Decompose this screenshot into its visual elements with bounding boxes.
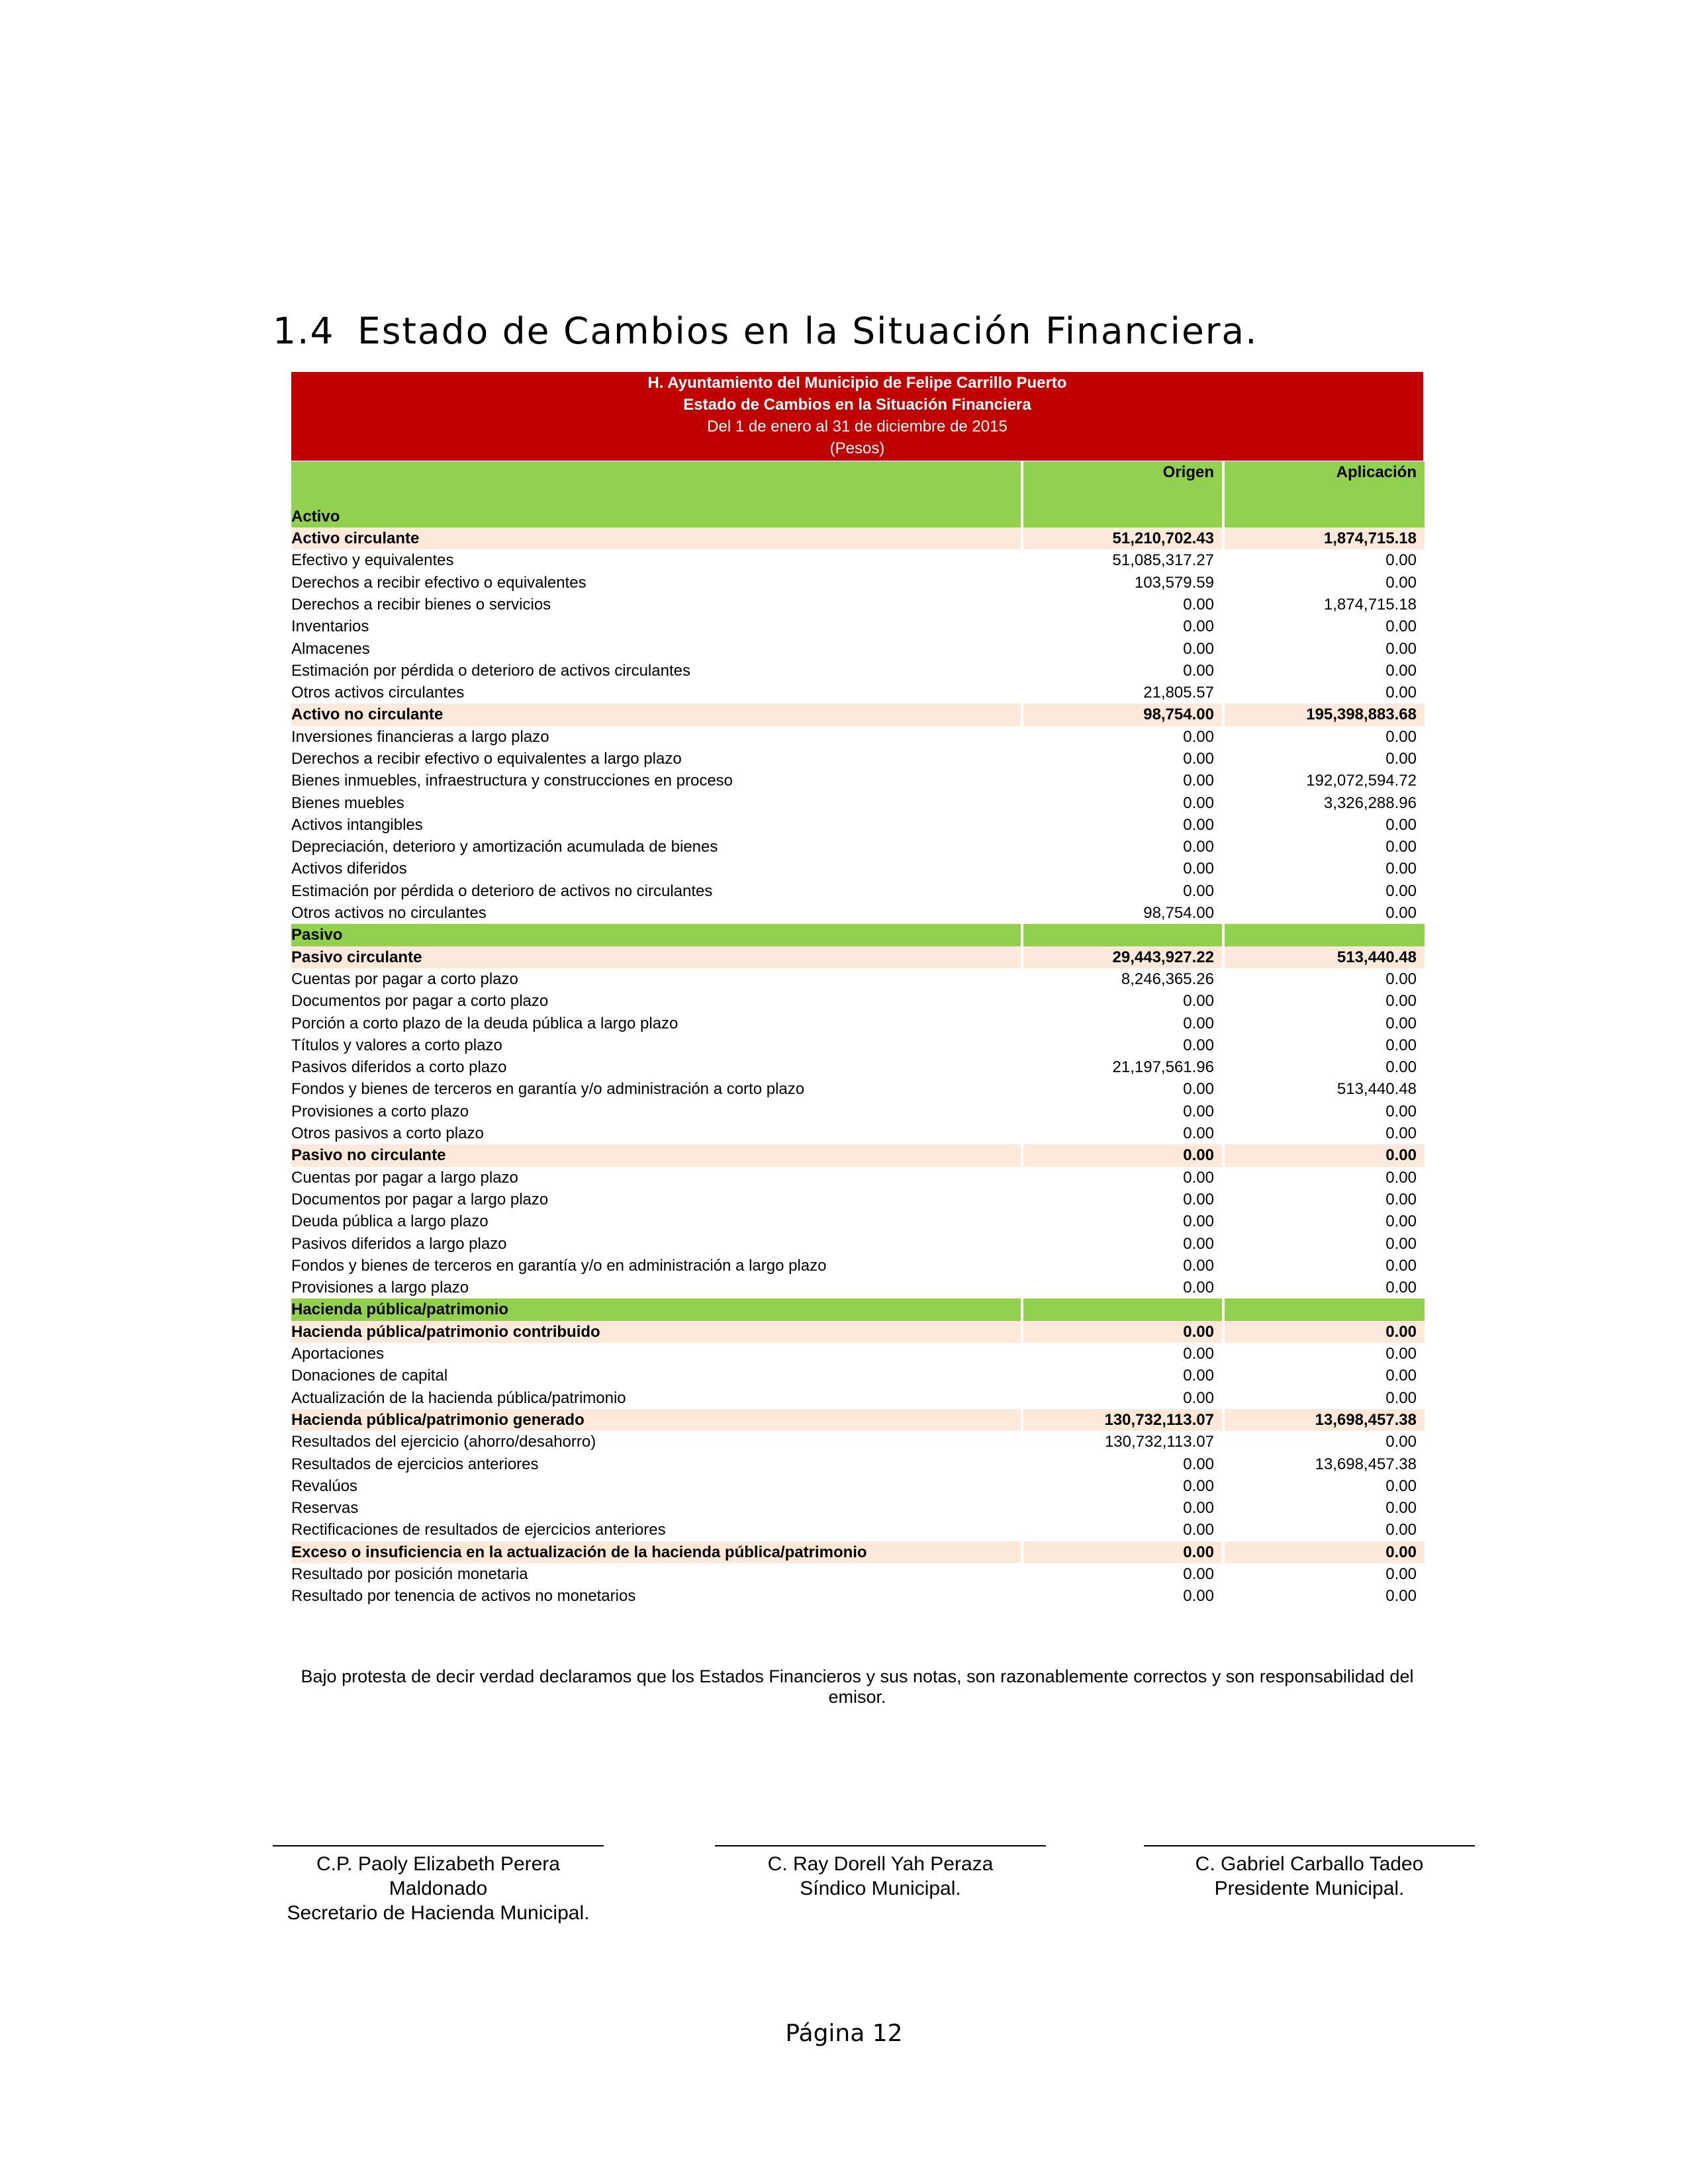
subtotal-row xyxy=(291,1144,1425,1166)
report-title: Estado de Cambios en la Situación Financiera xyxy=(683,396,1031,414)
table-row xyxy=(291,594,1425,615)
row-aplicacion: 0.00 xyxy=(1223,990,1425,1012)
signer-role: Presidente Municipal. xyxy=(1214,1878,1405,1899)
table-row xyxy=(291,726,1425,748)
row-label: Activo no circulante xyxy=(291,704,1022,725)
row-origen: 0.00 xyxy=(1022,1343,1223,1365)
section-heading xyxy=(273,310,1258,352)
row-label: Hacienda pública/patrimonio xyxy=(291,1298,1022,1320)
row-label: Documentos por pagar a largo plazo xyxy=(291,1190,549,1208)
row-origen: 0.00 xyxy=(1022,1078,1223,1100)
table-row xyxy=(291,880,1425,902)
row-origen: 98,754.00 xyxy=(1022,704,1223,725)
row-origen: 0.00 xyxy=(1022,814,1223,836)
row-origen: 0.00 xyxy=(1022,1255,1223,1277)
row-aplicacion: 3,326,288.96 xyxy=(1223,792,1425,813)
table-row xyxy=(291,1232,1425,1254)
row-label: Resultado por posición monetaria xyxy=(291,1565,528,1583)
signature-line xyxy=(273,1845,604,1846)
table-row xyxy=(291,682,1425,704)
signature-block-hacienda xyxy=(273,1845,604,1925)
row-origen: 0.00 xyxy=(1022,858,1223,880)
row-origen: 0.00 xyxy=(1022,1012,1223,1034)
row-label: Pasivo xyxy=(291,924,1022,946)
row-aplicacion: 13,698,457.38 xyxy=(1223,1453,1425,1475)
table-row xyxy=(291,1034,1425,1056)
row-label: Almacenes xyxy=(291,639,370,658)
row-aplicacion: 0.00 xyxy=(1223,1189,1425,1210)
row-label: Donaciones de capital xyxy=(291,1367,448,1385)
row-label: Provisiones a corto plazo xyxy=(291,1102,469,1120)
page-number: Página 12 xyxy=(785,2020,903,2047)
table-row xyxy=(291,660,1425,682)
row-label: Provisiones a largo plazo xyxy=(291,1279,469,1297)
row-origen: 21,197,561.96 xyxy=(1022,1056,1223,1078)
table-row xyxy=(291,1475,1425,1497)
row-origen: 29,443,927.22 xyxy=(1022,946,1223,968)
row-origen: 0.00 xyxy=(1022,1365,1223,1387)
row-origen: 0.00 xyxy=(1022,770,1223,792)
row-origen: 0.00 xyxy=(1022,1101,1223,1122)
row-aplicacion: 13,698,457.38 xyxy=(1223,1409,1425,1431)
row-origen: 130,732,113.07 xyxy=(1022,1431,1223,1453)
row-origen: 98,754.00 xyxy=(1022,902,1223,924)
row-aplicacion: 0.00 xyxy=(1223,1387,1425,1408)
row-label: Aportaciones xyxy=(291,1345,385,1363)
signer-role: Síndico Municipal. xyxy=(800,1878,961,1899)
row-label: Pasivo circulante xyxy=(291,946,1022,968)
subtotal-row xyxy=(291,704,1425,725)
signer-name: C. Gabriel Carballo Tadeo xyxy=(1195,1853,1424,1875)
row-origen: 0.00 xyxy=(1022,726,1223,748)
column-header-origen: Origen xyxy=(1022,461,1223,483)
row-label: Otros activos no circulantes xyxy=(291,904,487,923)
row-label: Porción a corto plazo de la deuda pública a largo plazo xyxy=(291,1014,679,1032)
table-row xyxy=(291,1056,1425,1078)
row-label: Resultados del ejercicio (ahorro/desahorro) xyxy=(291,1433,596,1451)
row-origen: 0.00 xyxy=(1022,1167,1223,1189)
row-aplicacion: 0.00 xyxy=(1223,858,1425,880)
row-label: Derechos a recibir bienes o servicios xyxy=(291,595,551,614)
row-aplicacion: 0.00 xyxy=(1223,1431,1425,1453)
row-aplicacion: 192,072,594.72 xyxy=(1223,770,1425,792)
row-label: Depreciación, deterioro y amortización acumulada de bienes xyxy=(291,838,718,856)
row-origen: 0.00 xyxy=(1022,660,1223,682)
row-label: Documentos por pagar a corto plazo xyxy=(291,992,549,1011)
row-aplicacion: 0.00 xyxy=(1223,902,1425,924)
row-aplicacion: 0.00 xyxy=(1223,1343,1425,1365)
row-aplicacion: 0.00 xyxy=(1223,1122,1425,1144)
row-aplicacion: 0.00 xyxy=(1223,637,1425,659)
section-row xyxy=(291,1298,1425,1320)
row-label: Resultados de ejercicios anteriores xyxy=(291,1455,539,1473)
table-row xyxy=(291,1012,1425,1034)
row-origen: 51,085,317.27 xyxy=(1022,549,1223,571)
subtotal-row xyxy=(291,946,1425,968)
row-aplicacion: 0.00 xyxy=(1223,726,1425,748)
row-label: Fondos y bienes de terceros en garantía y/o en administración a largo plazo xyxy=(291,1256,827,1275)
table-row xyxy=(291,1101,1425,1122)
table-row xyxy=(291,1167,1425,1189)
row-label: Derechos a recibir efectivo o equivalentes a largo plazo xyxy=(291,750,682,768)
row-label: Estimación por pérdida o deterioro de activos no circulantes xyxy=(291,882,713,900)
table-row xyxy=(291,571,1425,593)
row-aplicacion: 0.00 xyxy=(1223,1277,1425,1298)
row-origen: 0.00 xyxy=(1022,615,1223,637)
row-aplicacion: 0.00 xyxy=(1223,549,1425,571)
row-origen: 0.00 xyxy=(1022,1232,1223,1254)
row-origen: 0.00 xyxy=(1022,792,1223,813)
row-label: Deuda pública a largo plazo xyxy=(291,1212,489,1231)
row-aplicacion: 0.00 xyxy=(1223,1210,1425,1232)
table-row xyxy=(291,1210,1425,1232)
row-label: Hacienda pública/patrimonio contribuido xyxy=(291,1321,1022,1343)
signer-role: Secretario de Hacienda Municipal. xyxy=(287,1902,590,1924)
row-label: Bienes muebles xyxy=(291,794,404,812)
table-row xyxy=(291,1255,1425,1277)
row-origen: 0.00 xyxy=(1022,1144,1223,1166)
table-row xyxy=(291,1453,1425,1475)
row-origen: 8,246,365.26 xyxy=(1022,968,1223,990)
spacer-cell xyxy=(1223,483,1425,505)
row-origen: 0.00 xyxy=(1022,1585,1223,1607)
table-row xyxy=(291,1519,1425,1541)
table-row xyxy=(291,1431,1425,1453)
report-units: (Pesos) xyxy=(829,439,885,457)
row-origen xyxy=(1022,506,1223,527)
spacer-cell xyxy=(291,483,1022,505)
row-origen: 0.00 xyxy=(1022,1210,1223,1232)
row-aplicacion: 0.00 xyxy=(1223,571,1425,593)
table-row xyxy=(291,1343,1425,1365)
row-aplicacion xyxy=(1223,506,1425,527)
row-label: Pasivos diferidos a largo plazo xyxy=(291,1234,507,1253)
row-label: Otros activos circulantes xyxy=(291,684,465,702)
row-aplicacion: 0.00 xyxy=(1223,1101,1425,1122)
table-row xyxy=(291,814,1425,836)
row-label: Estimación por pérdida o deterioro de activos circulantes xyxy=(291,661,690,680)
subtotal-row xyxy=(291,1409,1425,1431)
row-origen: 0.00 xyxy=(1022,1453,1223,1475)
row-label: Resultado por tenencia de activos no monetarios xyxy=(291,1587,636,1606)
row-aplicacion: 0.00 xyxy=(1223,1519,1425,1541)
signature-line xyxy=(1144,1845,1475,1846)
row-origen: 0.00 xyxy=(1022,594,1223,615)
row-label: Bienes inmuebles, infraestructura y construcciones en proceso xyxy=(291,772,733,790)
table-row xyxy=(291,836,1425,858)
row-aplicacion: 0.00 xyxy=(1223,615,1425,637)
row-origen: 0.00 xyxy=(1022,1321,1223,1343)
table-row xyxy=(291,1189,1425,1210)
section-row xyxy=(291,506,1425,527)
row-label: Exceso o insuficiencia en la actualización de la hacienda pública/patrimonio xyxy=(291,1541,1022,1563)
row-aplicacion: 0.00 xyxy=(1223,682,1425,704)
row-label: Inversiones financieras a largo plazo xyxy=(291,727,549,746)
row-aplicacion: 0.00 xyxy=(1223,1255,1425,1277)
entity-name: H. Ayuntamiento del Municipio de Felipe Carrillo Puerto xyxy=(647,374,1067,392)
row-label: Cuentas por pagar a largo plazo xyxy=(291,1168,518,1187)
row-label: Cuentas por pagar a corto plazo xyxy=(291,970,518,988)
table-row xyxy=(291,549,1425,571)
disclaimer: Bajo protesta de decir verdad declaramos que los Estados Financieros y sus notas, son razonablemente correctos y son responsabilidad del emisor. xyxy=(301,1666,1414,1707)
column-header-aplicacion: Aplicación xyxy=(1223,461,1425,483)
subtotal-row xyxy=(291,1321,1425,1343)
row-label: Activos intangibles xyxy=(291,815,423,834)
row-label: Fondos y bienes de terceros en garantía y/o administración a corto plazo xyxy=(291,1080,805,1099)
financial-table xyxy=(291,461,1425,1607)
row-label: Efectivo y equivalentes xyxy=(291,551,454,570)
row-origen: 0.00 xyxy=(1022,880,1223,902)
column-header-concept xyxy=(291,461,1022,483)
row-aplicacion: 0.00 xyxy=(1223,1144,1425,1166)
row-aplicacion: 0.00 xyxy=(1223,1541,1425,1563)
row-aplicacion: 1,874,715.18 xyxy=(1223,594,1425,615)
row-origen: 0.00 xyxy=(1022,1189,1223,1210)
row-origen: 0.00 xyxy=(1022,1387,1223,1408)
table-row xyxy=(291,1365,1425,1387)
row-origen: 103,579.59 xyxy=(1022,571,1223,593)
table-row xyxy=(291,770,1425,792)
section-number: 1.4 xyxy=(273,310,335,352)
row-aplicacion: 0.00 xyxy=(1223,1585,1425,1607)
row-aplicacion: 0.00 xyxy=(1223,1321,1425,1343)
row-aplicacion: 0.00 xyxy=(1223,1012,1425,1034)
row-label: Activo circulante xyxy=(291,527,1022,549)
row-label: Pasivo no circulante xyxy=(291,1144,1022,1166)
row-origen: 0.00 xyxy=(1022,1563,1223,1585)
row-origen: 0.00 xyxy=(1022,836,1223,858)
row-label: Títulos y valores a corto plazo xyxy=(291,1036,502,1054)
table-row xyxy=(291,1585,1425,1607)
row-label: Revalúos xyxy=(291,1477,358,1495)
column-header-row xyxy=(291,461,1425,483)
row-aplicacion: 513,440.48 xyxy=(1223,946,1425,968)
row-aplicacion: 0.00 xyxy=(1223,1167,1425,1189)
row-label: Derechos a recibir efectivo o equivalentes xyxy=(291,573,586,592)
row-origen xyxy=(1022,924,1223,946)
table-row xyxy=(291,1563,1425,1585)
row-aplicacion: 513,440.48 xyxy=(1223,1078,1425,1100)
table-row xyxy=(291,1078,1425,1100)
table-row xyxy=(291,1122,1425,1144)
row-origen: 21,805.57 xyxy=(1022,682,1223,704)
row-origen: 130,732,113.07 xyxy=(1022,1409,1223,1431)
row-aplicacion: 0.00 xyxy=(1223,1034,1425,1056)
row-label: Activos diferidos xyxy=(291,860,407,878)
row-aplicacion: 0.00 xyxy=(1223,814,1425,836)
row-aplicacion: 0.00 xyxy=(1223,1056,1425,1078)
table-row xyxy=(291,748,1425,770)
subtotal-row xyxy=(291,527,1425,549)
row-aplicacion: 0.00 xyxy=(1223,836,1425,858)
row-aplicacion: 0.00 xyxy=(1223,748,1425,770)
row-aplicacion: 195,398,883.68 xyxy=(1223,704,1425,725)
row-label: Hacienda pública/patrimonio generado xyxy=(291,1409,1022,1431)
row-origen: 0.00 xyxy=(1022,990,1223,1012)
row-label: Rectificaciones de resultados de ejercicios anteriores xyxy=(291,1521,666,1539)
report-period: Del 1 de enero al 31 de diciembre de 2015 xyxy=(707,418,1008,435)
row-aplicacion xyxy=(1223,924,1425,946)
signer-name: C. Ray Dorell Yah Peraza xyxy=(767,1853,994,1875)
row-origen: 0.00 xyxy=(1022,1122,1223,1144)
row-origen: 0.00 xyxy=(1022,1519,1223,1541)
subtotal-row xyxy=(291,1541,1425,1563)
row-label: Otros pasivos a corto plazo xyxy=(291,1124,484,1143)
row-aplicacion: 0.00 xyxy=(1223,1232,1425,1254)
row-aplicacion: 0.00 xyxy=(1223,1563,1425,1585)
row-origen: 0.00 xyxy=(1022,1541,1223,1563)
row-origen: 0.00 xyxy=(1022,748,1223,770)
table-row xyxy=(291,792,1425,813)
row-origen: 0.00 xyxy=(1022,1475,1223,1497)
row-aplicacion: 0.00 xyxy=(1223,660,1425,682)
row-label: Actualización de la hacienda pública/patrimonio xyxy=(291,1388,626,1407)
row-origen: 0.00 xyxy=(1022,1497,1223,1519)
row-origen: 51,210,702.43 xyxy=(1022,527,1223,549)
table-row xyxy=(291,968,1425,990)
row-origen xyxy=(1022,1298,1223,1320)
table-row xyxy=(291,902,1425,924)
table-row xyxy=(291,637,1425,659)
section-title: Estado de Cambios en la Situación Financiera. xyxy=(357,310,1258,352)
row-origen: 0.00 xyxy=(1022,1277,1223,1298)
row-aplicacion xyxy=(1223,1298,1425,1320)
row-origen: 0.00 xyxy=(1022,637,1223,659)
signer-name: C.P. Paoly Elizabeth Perera Maldonado xyxy=(316,1853,560,1899)
row-label: Inventarios xyxy=(291,617,369,636)
signature-block-sindico xyxy=(715,1845,1046,1901)
table-row xyxy=(291,1387,1425,1408)
table-row xyxy=(291,1497,1425,1519)
header-spacer-row xyxy=(291,483,1425,505)
row-origen: 0.00 xyxy=(1022,1034,1223,1056)
row-aplicacion: 1,874,715.18 xyxy=(1223,527,1425,549)
signature-block-presidente xyxy=(1144,1845,1475,1901)
row-label: Reservas xyxy=(291,1499,359,1518)
table-row xyxy=(291,615,1425,637)
row-aplicacion: 0.00 xyxy=(1223,1365,1425,1387)
table-row xyxy=(291,858,1425,880)
row-aplicacion: 0.00 xyxy=(1223,880,1425,902)
row-aplicacion: 0.00 xyxy=(1223,1497,1425,1519)
row-label: Pasivos diferidos a corto plazo xyxy=(291,1058,507,1077)
spacer-cell xyxy=(1022,483,1223,505)
table-row xyxy=(291,990,1425,1012)
signature-line xyxy=(715,1845,1046,1846)
row-aplicacion: 0.00 xyxy=(1223,1475,1425,1497)
section-row xyxy=(291,924,1425,946)
row-aplicacion: 0.00 xyxy=(1223,968,1425,990)
report-banner xyxy=(291,372,1423,461)
table-row xyxy=(291,1277,1425,1298)
row-label: Activo xyxy=(291,506,1022,527)
